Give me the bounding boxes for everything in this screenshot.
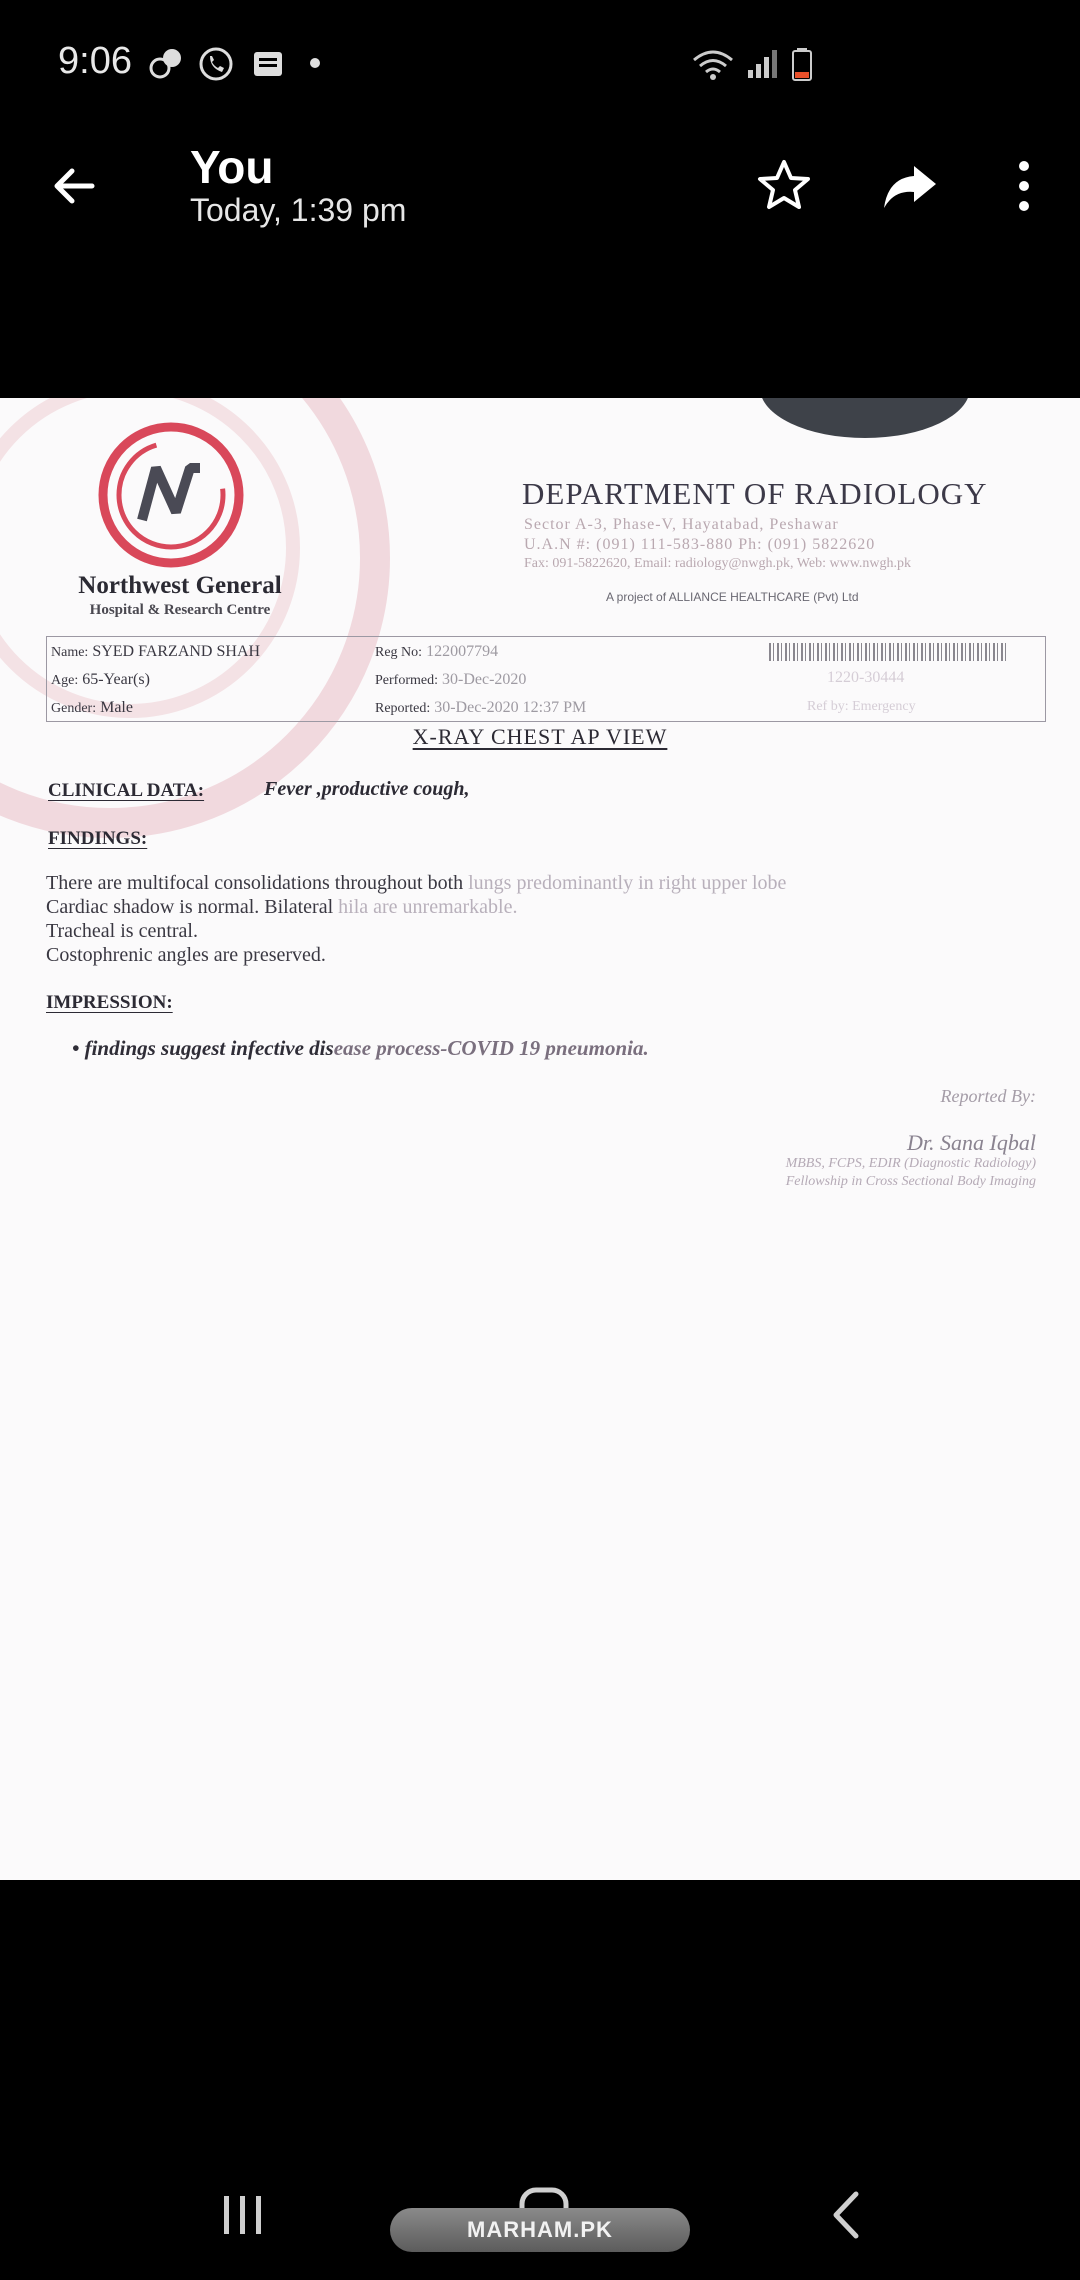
back-nav-icon[interactable] bbox=[826, 2190, 866, 2240]
impression-heading: IMPRESSION: bbox=[46, 992, 173, 1013]
findings-line: Costophrenic angles are preserved. bbox=[46, 944, 326, 966]
performed-date: Performed: 30-Dec-2020 bbox=[375, 671, 527, 688]
contact-line: Fax: 091-5822620, Email: radiology@nwgh.pk, Web: www.nwgh.pk bbox=[524, 556, 912, 571]
watermark-label: MARHAM.PK bbox=[390, 2208, 690, 2252]
impression-text: • findings suggest infective disease process-COVID 19 pneumonia. bbox=[72, 1036, 649, 1060]
referred-by: Ref by: Emergency bbox=[807, 699, 916, 714]
chat-heads-icon bbox=[148, 46, 184, 82]
status-time: 9:06 bbox=[58, 40, 132, 82]
attached-document-image[interactable] bbox=[0, 398, 1080, 1880]
photo-shadow bbox=[760, 398, 970, 438]
project-line: A project of ALLIANCE HEALTHCARE (Pvt) Ltd bbox=[606, 590, 859, 604]
clinical-data-heading: CLINICAL DATA: bbox=[48, 780, 205, 801]
message-icon bbox=[250, 46, 286, 82]
patient-gender: Gender: Male bbox=[51, 699, 133, 716]
message-timestamp: Today, 1:39 pm bbox=[190, 192, 407, 228]
doctor-name: Dr. Sana Iqbal bbox=[907, 1130, 1036, 1155]
sender-title: You bbox=[190, 141, 274, 193]
findings-heading: FINDINGS: bbox=[48, 828, 148, 849]
recents-icon[interactable] bbox=[218, 2192, 268, 2238]
address-line: Sector A-3, Phase-V, Hayatabad, Peshawar bbox=[524, 516, 839, 533]
wifi-icon bbox=[692, 46, 734, 82]
patient-age: Age: 65-Year(s) bbox=[51, 671, 150, 688]
more-icon[interactable] bbox=[994, 156, 1054, 216]
department-title: DEPARTMENT OF RADIOLOGY bbox=[522, 476, 988, 511]
registration-number: Reg No: 122007794 bbox=[375, 643, 499, 660]
notification-dot bbox=[310, 58, 320, 68]
hospital-logo-icon bbox=[96, 420, 246, 570]
findings-line: Tracheal is central. bbox=[46, 920, 198, 942]
app-bar bbox=[0, 130, 1080, 280]
star-icon[interactable] bbox=[754, 156, 814, 216]
doctor-fellowship: Fellowship in Cross Sectional Body Imaging bbox=[785, 1174, 1036, 1189]
findings-line: There are multifocal consolidations throughout both lungs predominantly in right upper lobe bbox=[46, 872, 787, 894]
reported-by-label: Reported By: bbox=[940, 1086, 1036, 1106]
phone-icon bbox=[198, 46, 234, 82]
hospital-name: Northwest General bbox=[78, 572, 282, 599]
reported-date: Reported: 30-Dec-2020 12:37 PM bbox=[375, 699, 587, 716]
barcode bbox=[769, 643, 1007, 661]
phone-line: U.A.N #: (091) 111-583-880 Ph: (091) 5822620 bbox=[524, 536, 876, 553]
signal-icon bbox=[744, 46, 780, 82]
specimen-code: 1220-30444 bbox=[827, 669, 905, 686]
patient-info-box bbox=[46, 636, 1046, 722]
hospital-subtitle: Hospital & Research Centre bbox=[89, 602, 271, 618]
back-arrow-icon[interactable] bbox=[48, 160, 100, 212]
exam-title: X-RAY CHEST AP VIEW bbox=[412, 724, 668, 749]
doctor-credentials: MBBS, FCPS, EDIR (Diagnostic Radiology) bbox=[785, 1156, 1036, 1171]
clinical-data-value: Fever ,productive cough, bbox=[264, 778, 470, 800]
status-bar bbox=[0, 0, 1080, 130]
findings-line: Cardiac shadow is normal. Bilateral hila are unremarkable. bbox=[46, 896, 518, 918]
battery-icon bbox=[784, 46, 820, 82]
patient-name: Name: SYED FARZAND SHAH bbox=[51, 643, 261, 660]
share-icon[interactable] bbox=[880, 156, 940, 216]
